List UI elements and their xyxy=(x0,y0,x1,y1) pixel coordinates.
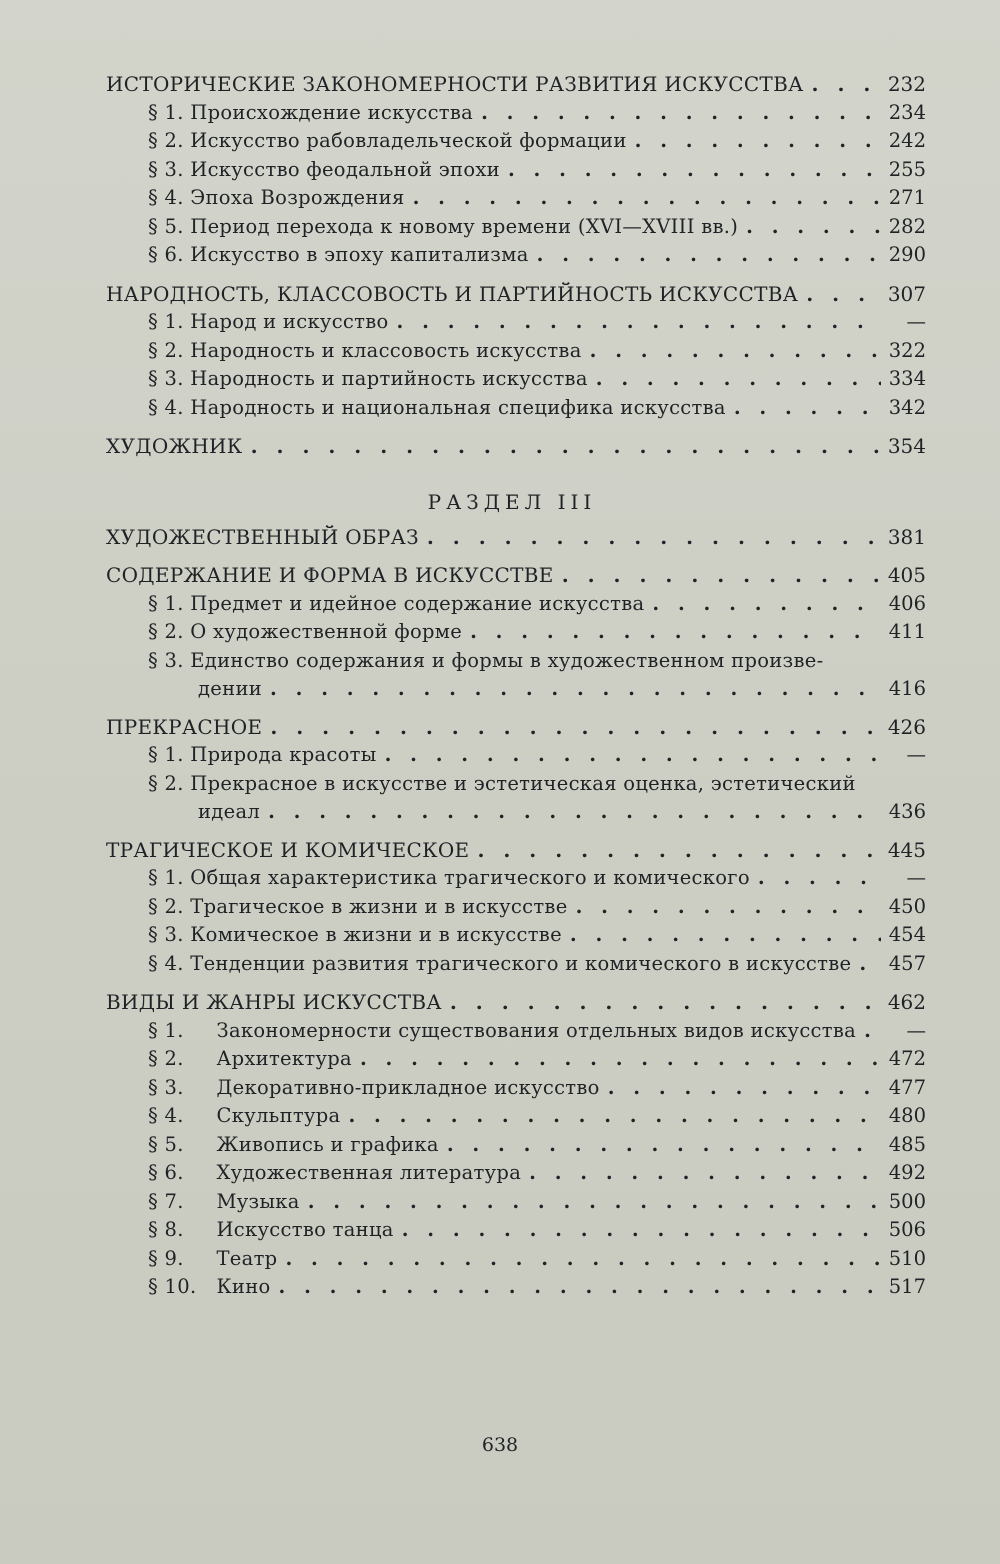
entry-label xyxy=(148,618,462,647)
entry-label xyxy=(148,590,644,619)
entry-page-number: 290 xyxy=(888,243,926,266)
toc-chapter xyxy=(98,432,926,461)
entry-label xyxy=(148,1102,340,1131)
entry-page-number: 477 xyxy=(888,1075,926,1099)
entry-label xyxy=(148,99,473,128)
toc-chapter xyxy=(98,988,926,1017)
leader-dots xyxy=(402,1216,881,1245)
toc-section xyxy=(98,308,926,337)
toc-section xyxy=(98,184,926,213)
section-number: § 2. xyxy=(148,620,184,643)
entry-page-number: 426 xyxy=(887,714,926,739)
entry-page-number: 500 xyxy=(888,1189,926,1213)
leader-dots xyxy=(481,99,881,128)
toc-section xyxy=(98,337,926,366)
toc-section xyxy=(98,1216,926,1245)
section-number: § 4. xyxy=(148,395,184,419)
leader-dots xyxy=(576,893,881,922)
entry-title: ВИДЫ И ЖАНРЫ ИСКУССТВА xyxy=(106,990,442,1014)
toc-section xyxy=(98,1273,926,1302)
leader-dots xyxy=(758,864,882,893)
leader-dots xyxy=(279,1273,881,1302)
entry-page-number: 255 xyxy=(888,157,926,181)
section-number: § 6. xyxy=(148,243,184,266)
leader-dots xyxy=(508,156,881,185)
section-number: § 1. xyxy=(148,866,184,889)
entry-label xyxy=(106,280,798,309)
section-number: § 4. xyxy=(148,1104,184,1127)
entry-label xyxy=(148,921,562,950)
entry-title-line1 xyxy=(98,647,926,675)
leader-dots xyxy=(529,1159,881,1188)
section-number: § 9. xyxy=(148,1246,184,1270)
leader-dots xyxy=(477,836,879,865)
section-number: § 1. xyxy=(148,100,184,124)
entry-title: Природа красоты xyxy=(190,743,377,766)
entry-title: ПРЕКРАСНОЕ xyxy=(106,714,263,739)
leader-dots xyxy=(447,1131,881,1160)
entry-title-continued: идеал xyxy=(198,799,261,823)
toc-section xyxy=(98,618,926,647)
toc-chapter xyxy=(98,836,926,865)
leader-dots xyxy=(251,432,880,461)
section-number: § 2. xyxy=(148,771,184,795)
entry-title: Театр xyxy=(216,1246,278,1270)
entry-page-number: 234 xyxy=(888,100,926,124)
leader-dots xyxy=(385,741,882,770)
entry-label xyxy=(148,1216,394,1245)
entry-title-line2 xyxy=(98,675,926,703)
entry-label xyxy=(106,432,243,461)
entry-title: Народ и искусство xyxy=(190,310,389,333)
entry-page-number: 411 xyxy=(888,620,926,643)
entry-title: Трагическое в жизни и в искусстве xyxy=(190,894,568,918)
toc-section xyxy=(98,127,926,156)
entry-title: Эпоха Возрождения xyxy=(190,186,405,209)
leader-dots xyxy=(360,1045,881,1074)
entry-title: Кино xyxy=(216,1275,271,1298)
entry-page-number: — xyxy=(906,743,926,766)
toc-section xyxy=(98,893,926,922)
entry-label xyxy=(106,988,442,1017)
toc-chapter xyxy=(98,280,926,309)
section-heading: РАЗДЕЛ III xyxy=(427,489,597,514)
entry-label xyxy=(148,741,377,770)
entry-label xyxy=(148,893,568,922)
entry-page-number: 450 xyxy=(888,894,926,918)
section-number: § 4. xyxy=(148,186,184,209)
entry-label xyxy=(148,1273,271,1302)
leader-dots xyxy=(397,308,882,337)
leader-dots xyxy=(413,184,881,213)
leader-dots xyxy=(570,921,881,950)
leader-dots xyxy=(608,1074,881,1103)
entry-label xyxy=(148,1188,300,1217)
section-number: § 10. xyxy=(148,1275,197,1298)
entry-page-number: 416 xyxy=(888,676,926,700)
entry-title: Декоративно-прикладное искусство xyxy=(216,1075,600,1099)
leader-dots xyxy=(596,365,881,394)
entry-title: Художественная литература xyxy=(216,1161,522,1184)
entry-page-number: 517 xyxy=(888,1275,926,1298)
entry-label xyxy=(106,70,804,99)
entry-title-continued: дении xyxy=(198,676,263,700)
section-number: § 3. xyxy=(148,923,184,946)
toc-section xyxy=(98,156,926,185)
leader-dots xyxy=(285,1245,880,1274)
entry-page-number: — xyxy=(906,310,926,333)
entry-label xyxy=(148,213,738,242)
entry-label xyxy=(148,394,726,423)
entry-label xyxy=(148,864,750,893)
toc-chapter xyxy=(98,561,926,590)
entry-label xyxy=(148,365,588,394)
leader-dots xyxy=(864,1017,882,1046)
section-number: § 5. xyxy=(148,1132,184,1156)
page-number: 638 xyxy=(481,1434,519,1456)
entry-page-number: 381 xyxy=(887,524,926,549)
toc-section xyxy=(98,1102,926,1131)
table-of-contents xyxy=(98,70,926,1302)
entry-page-number: 282 xyxy=(888,214,926,238)
leader-dots xyxy=(268,798,881,826)
toc-section xyxy=(98,394,926,423)
entry-page-number: 510 xyxy=(888,1246,926,1270)
leader-dots xyxy=(806,280,880,309)
entry-label xyxy=(148,308,389,337)
entry-label xyxy=(148,1017,856,1046)
leader-dots xyxy=(427,523,880,552)
entry-label xyxy=(106,713,262,742)
leader-dots xyxy=(746,213,881,242)
entry-page-number: — xyxy=(906,1018,926,1042)
entry-title: Период перехода к новому времени (XVI—XVIII вв.) xyxy=(190,214,739,238)
entry-page-number: 405 xyxy=(887,563,926,587)
entry-title-line2 xyxy=(98,798,926,826)
entry-title: Живопись и графика xyxy=(216,1132,439,1156)
section-number: § 3. xyxy=(148,367,184,390)
leader-dots xyxy=(734,394,881,423)
entry-page-number: 406 xyxy=(888,591,926,615)
entry-label xyxy=(148,241,529,270)
entry-title: НАРОДНОСТЬ, КЛАССОВОСТЬ И ПАРТИЙНОСТЬ ИСКУССТВА xyxy=(106,281,799,306)
entry-title: Прекрасное в искусстве и эстетическая оценка, эстетический xyxy=(190,771,856,795)
entry-label xyxy=(148,156,500,185)
entry-title: Искусство в эпоху капитализма xyxy=(190,243,529,266)
entry-label xyxy=(106,561,554,590)
entry-title: ХУДОЖЕСТВЕННЫЙ ОБРАЗ xyxy=(106,524,419,549)
toc-part-1 xyxy=(98,70,926,461)
entry-title: Единство содержания и формы в художественном произве- xyxy=(190,648,824,672)
section-number: § 4. xyxy=(148,951,184,975)
section-number: § 5. xyxy=(148,214,184,238)
leader-dots xyxy=(270,675,881,703)
toc-part-2 xyxy=(98,523,926,1302)
entry-title: Предмет и идейное содержание искусства xyxy=(190,591,645,615)
entry-label xyxy=(148,337,582,366)
section-number: § 3. xyxy=(148,157,184,181)
toc-section xyxy=(98,864,926,893)
entry-page-number: 322 xyxy=(888,338,926,362)
leader-dots xyxy=(562,561,880,590)
entry-title: Происхождение искусства xyxy=(190,100,474,124)
entry-title: Скульптура xyxy=(216,1104,341,1127)
entry-title: Искусство танца xyxy=(216,1218,394,1241)
toc-section xyxy=(98,1017,926,1046)
entry-title: Тенденции развития трагического и комического в искусстве xyxy=(190,951,852,975)
entry-title: Комическое в жизни и в искусстве xyxy=(190,923,562,946)
toc-section xyxy=(98,1188,926,1217)
entry-page-number: 485 xyxy=(888,1132,926,1156)
toc-chapter xyxy=(98,713,926,742)
entry-label xyxy=(148,1245,277,1274)
toc-section xyxy=(98,590,926,619)
toc-section xyxy=(98,1159,926,1188)
toc-entry-wrapped xyxy=(98,647,926,703)
toc-section xyxy=(98,950,926,979)
leader-dots xyxy=(635,127,881,156)
toc-chapter xyxy=(98,70,926,99)
entry-page-number: 334 xyxy=(888,367,926,390)
entry-label xyxy=(148,1074,600,1103)
toc-chapter xyxy=(98,523,926,552)
section-number: § 2. xyxy=(148,894,184,918)
entry-page-number: 354 xyxy=(887,434,926,458)
entry-title: ИСТОРИЧЕСКИЕ ЗАКОНОМЕРНОСТИ РАЗВИТИЯ ИСКУССТВА xyxy=(106,72,804,96)
toc-section xyxy=(98,99,926,128)
entry-label xyxy=(148,1131,439,1160)
entry-title: ТРАГИЧЕСКОЕ И КОМИЧЕСКОЕ xyxy=(106,837,470,862)
section-number: § 6. xyxy=(148,1161,184,1184)
entry-label xyxy=(148,127,627,156)
section-number: § 3. xyxy=(148,648,184,672)
section-number: § 8. xyxy=(148,1218,184,1241)
section-number: § 1. xyxy=(148,310,184,333)
entry-page-number: 242 xyxy=(888,129,926,152)
leader-dots xyxy=(590,337,881,366)
entry-title: Архитектура xyxy=(216,1047,352,1070)
leader-dots xyxy=(450,988,880,1017)
section-number: § 1. xyxy=(148,1018,184,1042)
entry-title: Народность и классовость искусства xyxy=(190,338,582,362)
entry-page-number: 445 xyxy=(887,837,926,862)
entry-title: СОДЕРЖАНИЕ И ФОРМА В ИСКУССТВЕ xyxy=(106,563,554,587)
section-number: § 1. xyxy=(148,591,184,615)
section-number: § 1. xyxy=(148,743,184,766)
entry-label xyxy=(148,1045,352,1074)
entry-page-number: 506 xyxy=(888,1218,926,1241)
section-number: § 3. xyxy=(148,1075,184,1099)
leader-dots xyxy=(470,618,881,647)
entry-label xyxy=(148,950,851,979)
toc-entry-wrapped xyxy=(98,770,926,826)
entry-title: Искусство рабовладельческой формации xyxy=(190,129,627,152)
toc-section xyxy=(98,213,926,242)
entry-title: Народность и национальная специфика искусства xyxy=(190,395,726,419)
entry-page-number: 457 xyxy=(888,951,926,975)
section-number: § 7. xyxy=(148,1189,184,1213)
toc-section xyxy=(98,1245,926,1274)
entry-page-number: 462 xyxy=(887,990,926,1014)
leader-dots xyxy=(859,950,880,979)
section-number: § 2. xyxy=(148,1047,184,1070)
section-number: § 2. xyxy=(148,129,184,152)
entry-page-number: 271 xyxy=(888,186,926,209)
entry-page-number: 480 xyxy=(888,1104,926,1127)
entry-title: Музыка xyxy=(216,1189,300,1213)
entry-page-number: — xyxy=(906,866,926,889)
entry-page-number: 307 xyxy=(887,281,926,306)
entry-title: Народность и партийность искусства xyxy=(190,367,588,390)
toc-section xyxy=(98,365,926,394)
entry-page-number: 436 xyxy=(888,799,926,823)
entry-label xyxy=(148,184,405,213)
leader-dots xyxy=(348,1102,880,1131)
entry-page-number: 472 xyxy=(888,1047,926,1070)
entry-label xyxy=(106,836,469,865)
toc-section xyxy=(98,1131,926,1160)
toc-section xyxy=(98,741,926,770)
entry-page-number: 492 xyxy=(888,1161,926,1184)
section-number: § 2. xyxy=(148,338,184,362)
entry-title: Общая характеристика трагического и комического xyxy=(190,866,750,889)
leader-dots xyxy=(308,1188,881,1217)
entry-title-line1 xyxy=(98,770,926,798)
leader-dots xyxy=(537,241,881,270)
toc-section xyxy=(98,921,926,950)
entry-label xyxy=(106,523,419,552)
entry-label xyxy=(148,1159,521,1188)
entry-title: О художественной форме xyxy=(190,620,463,643)
entry-page-number: 454 xyxy=(888,923,926,946)
entry-title: Закономерности существования отдельных видов искусства xyxy=(216,1018,857,1042)
toc-section xyxy=(98,241,926,270)
toc-section xyxy=(98,1074,926,1103)
entry-page-number: 342 xyxy=(888,395,926,419)
leader-dots xyxy=(652,590,880,619)
leader-dots xyxy=(812,70,880,99)
entry-title: Искусство феодальной эпохи xyxy=(190,157,500,181)
entry-page-number: 232 xyxy=(887,72,926,96)
entry-title: ХУДОЖНИК xyxy=(106,434,243,458)
leader-dots xyxy=(270,713,879,742)
toc-section xyxy=(98,1045,926,1074)
